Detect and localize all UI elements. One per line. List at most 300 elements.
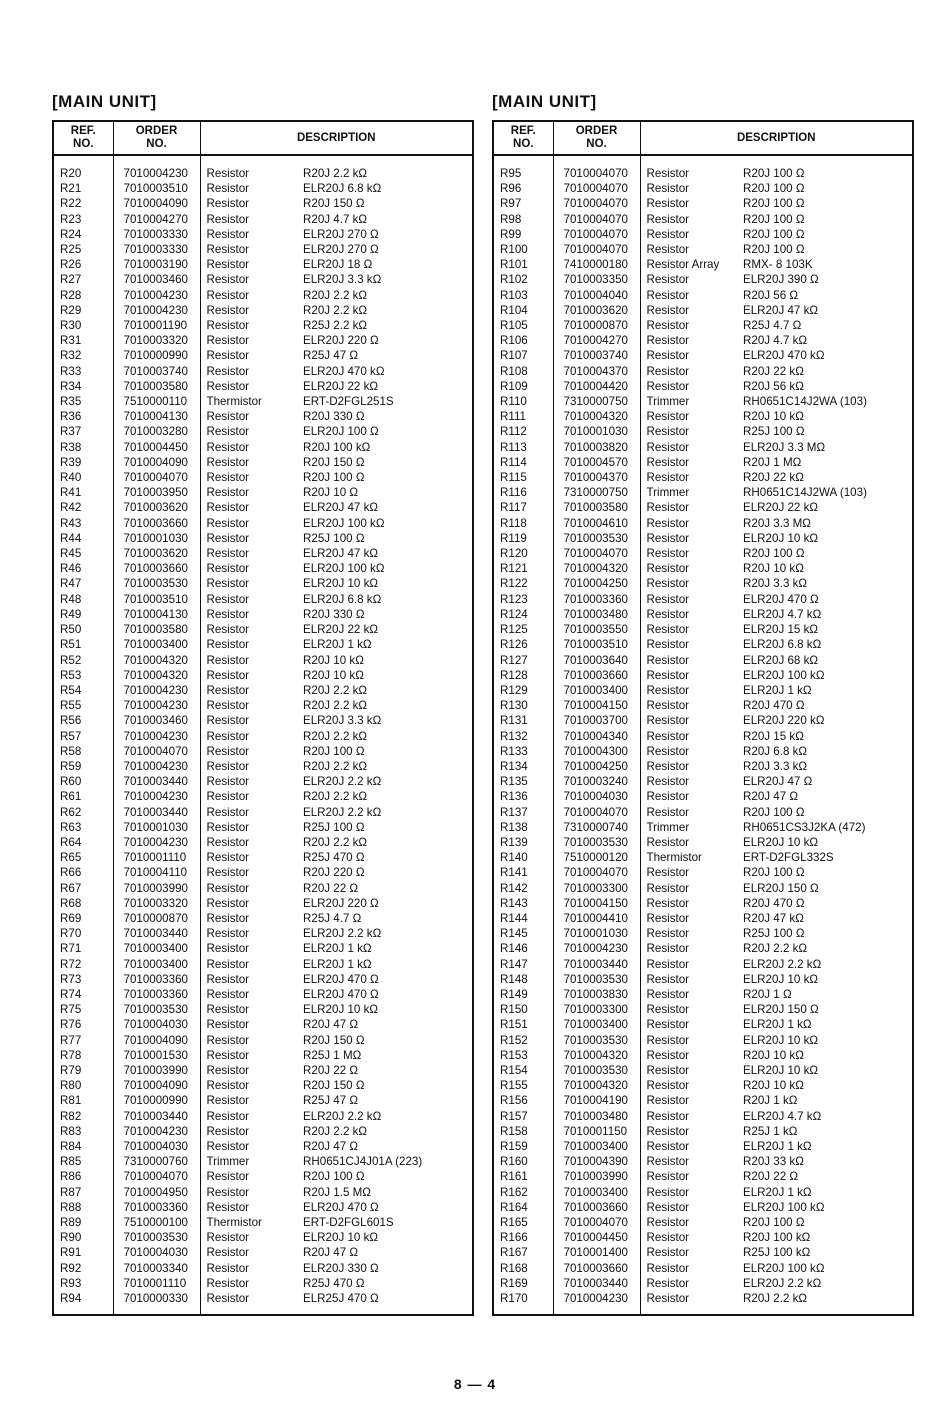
order-no: 7010004040 <box>553 288 640 303</box>
order-no: 7010004090 <box>113 1033 200 1048</box>
table-row <box>53 196 473 211</box>
table-row <box>493 333 913 348</box>
order-no: 7010004110 <box>113 865 200 880</box>
order-no: 7010001110 <box>113 850 200 865</box>
order-no: 7010003580 <box>113 379 200 394</box>
order-no: 7010003300 <box>553 1002 640 1017</box>
part-value: R20J 330 Ω <box>303 607 365 621</box>
order-no: 7010003360 <box>113 1200 200 1215</box>
ref-no: R34 <box>53 379 113 394</box>
ref-no: R91 <box>53 1245 113 1260</box>
parts-table <box>52 120 474 1316</box>
order-no: 7010004230 <box>553 941 640 956</box>
table-row <box>53 698 473 713</box>
order-no: 7010003440 <box>113 1109 200 1124</box>
table-row <box>493 1245 913 1260</box>
part-type: Resistor <box>646 1185 690 1199</box>
part-value: ELR20J 150 Ω <box>743 1003 819 1017</box>
part-type: Resistor <box>206 288 250 302</box>
part-value: R20J 3.3 MΩ <box>743 516 811 530</box>
ref-no: R120 <box>493 546 553 561</box>
order-no: 7010003400 <box>113 957 200 972</box>
ref-no: R106 <box>493 333 553 348</box>
order-no: 7010004030 <box>113 1245 200 1260</box>
table-row <box>493 485 913 500</box>
part-value: ELR20J 47 kΩ <box>303 547 379 561</box>
part-type: Resistor <box>646 349 690 363</box>
part-value: R20J 2.2 kΩ <box>303 699 368 713</box>
table-row <box>53 303 473 318</box>
part-type: Resistor <box>206 790 250 804</box>
order-no: 7010003460 <box>113 713 200 728</box>
ref-no: R33 <box>53 364 113 379</box>
part-type: Resistor <box>646 227 690 241</box>
order-no: 7010004070 <box>113 744 200 759</box>
part-type: Resistor <box>646 334 690 348</box>
ref-no: R152 <box>493 1033 553 1048</box>
order-no: 7010003340 <box>113 1261 200 1276</box>
ref-no: R54 <box>53 683 113 698</box>
ref-no: R90 <box>53 1230 113 1245</box>
part-type: Resistor <box>646 957 690 971</box>
table-row <box>493 1291 913 1315</box>
part-type: Resistor <box>206 334 250 348</box>
part-type: Resistor <box>646 1276 690 1290</box>
order-no: 7010003660 <box>113 561 200 576</box>
part-value: R20J 100 Ω <box>743 197 805 211</box>
part-value: R20J 2.2 kΩ <box>743 1292 808 1306</box>
ref-no: R97 <box>493 196 553 211</box>
table-row <box>493 957 913 972</box>
part-value: ELR20J 270 Ω <box>303 243 379 257</box>
part-value: ELR20J 47 kΩ <box>303 501 379 515</box>
order-no: 7010004070 <box>553 865 640 880</box>
table-row <box>53 333 473 348</box>
table-row <box>53 348 473 363</box>
ref-no: R119 <box>493 531 553 546</box>
table-row <box>53 257 473 272</box>
part-value: ELR25J 470 Ω <box>303 1292 379 1306</box>
ref-no: R74 <box>53 987 113 1002</box>
ref-no: R105 <box>493 318 553 333</box>
order-no: 7010004090 <box>113 455 200 470</box>
ref-no: R154 <box>493 1063 553 1078</box>
table-row <box>493 181 913 196</box>
order-no: 7010003400 <box>113 637 200 652</box>
ref-no: R43 <box>53 516 113 531</box>
order-no: 7010003360 <box>553 592 640 607</box>
part-value: ELR20J 15 kΩ <box>743 623 819 637</box>
table-row <box>493 227 913 242</box>
table-row <box>493 1063 913 1078</box>
order-no: 7010003740 <box>113 364 200 379</box>
table-row <box>493 926 913 941</box>
order-no: 7010003400 <box>553 1185 640 1200</box>
order-no: 7010001030 <box>113 820 200 835</box>
ref-no: R165 <box>493 1215 553 1230</box>
ref-no: R77 <box>53 1033 113 1048</box>
order-no: 7010004230 <box>113 789 200 804</box>
part-type: Resistor <box>646 1033 690 1047</box>
part-type: Resistor <box>206 1185 250 1199</box>
table-row <box>53 1261 473 1276</box>
part-type: Resistor <box>646 501 690 515</box>
order-no: 7010004610 <box>553 516 640 531</box>
part-type: Resistor <box>646 683 690 697</box>
order-no: 7010000990 <box>113 1093 200 1108</box>
part-type: Resistor <box>206 820 250 834</box>
part-type: Resistor <box>646 623 690 637</box>
table-row <box>53 911 473 926</box>
part-value: R20J 2.2 kΩ <box>303 167 368 180</box>
part-type: Resistor <box>206 957 250 971</box>
part-value: R20J 2.2 kΩ <box>303 790 368 804</box>
order-no: 7010004320 <box>113 668 200 683</box>
part-type: Resistor <box>646 1292 690 1306</box>
part-type: Resistor <box>646 866 690 880</box>
part-type: Resistor <box>206 1276 250 1290</box>
ref-no: R129 <box>493 683 553 698</box>
order-no: 7010003530 <box>113 1002 200 1017</box>
ref-no: R145 <box>493 926 553 941</box>
part-type: Resistor <box>206 516 250 530</box>
table-row <box>53 759 473 774</box>
part-value: R20J 10 kΩ <box>303 668 364 682</box>
part-type: Resistor <box>646 881 690 895</box>
part-value: ELR20J 10 kΩ <box>303 1003 379 1017</box>
table-row <box>53 1002 473 1017</box>
order-no: 7010001030 <box>553 424 640 439</box>
table-row <box>493 759 913 774</box>
ref-no: R108 <box>493 364 553 379</box>
order-no: 7010003330 <box>113 227 200 242</box>
ref-no: R22 <box>53 196 113 211</box>
table-row <box>53 805 473 820</box>
header-description: DESCRIPTION <box>640 121 913 155</box>
part-type: Resistor <box>206 1094 250 1108</box>
table-row <box>53 1048 473 1063</box>
table-row <box>493 1109 913 1124</box>
table-row <box>493 744 913 759</box>
ref-no: R65 <box>53 850 113 865</box>
ref-no: R94 <box>53 1291 113 1315</box>
order-no: 7010004370 <box>553 364 640 379</box>
table-row <box>493 622 913 637</box>
order-no: 7010001530 <box>113 1048 200 1063</box>
table-row <box>53 212 473 227</box>
part-value: ERT-D2FGL332S <box>743 851 834 865</box>
part-value: R20J 100 kΩ <box>743 1231 811 1245</box>
part-type: Resistor <box>206 896 250 910</box>
ref-no: R55 <box>53 698 113 713</box>
part-value: ELR20J 22 kΩ <box>743 501 819 515</box>
part-type: Resistor <box>646 1124 690 1138</box>
part-type: Resistor <box>206 638 250 652</box>
part-type: Resistor <box>206 759 250 773</box>
part-type: Resistor <box>206 227 250 241</box>
table-row <box>493 394 913 409</box>
order-no: 7010001030 <box>553 926 640 941</box>
part-value: ELR20J 2.2 kΩ <box>303 775 382 789</box>
part-type: Resistor <box>206 1200 250 1214</box>
part-type: Resistor <box>206 1048 250 1062</box>
table-row <box>53 272 473 287</box>
part-type: Resistor <box>206 1124 250 1138</box>
part-value: R20J 56 kΩ <box>743 379 804 393</box>
order-no: 7010004370 <box>553 470 640 485</box>
order-no: 7010004320 <box>553 1048 640 1063</box>
table-row <box>493 729 913 744</box>
order-no: 7310000750 <box>553 485 640 500</box>
ref-no: R134 <box>493 759 553 774</box>
order-no: 7010003580 <box>553 500 640 515</box>
order-no: 7010004230 <box>113 155 200 181</box>
part-type: Resistor <box>646 425 690 439</box>
part-value: ELR20J 6.8 kΩ <box>303 182 382 196</box>
part-type: Resistor <box>206 866 250 880</box>
order-no: 7010003360 <box>113 972 200 987</box>
order-no: 7010003360 <box>113 987 200 1002</box>
table-row <box>53 1169 473 1184</box>
order-no: 7310000750 <box>553 394 640 409</box>
part-value: ELR20J 22 kΩ <box>303 379 379 393</box>
part-type: Resistor <box>646 1079 690 1093</box>
table-body <box>493 155 913 1315</box>
table-row <box>53 622 473 637</box>
part-value: R20J 100 Ω <box>743 547 805 561</box>
part-value: R25J 4.7 Ω <box>303 911 362 925</box>
ref-no: R23 <box>53 212 113 227</box>
part-type: Resistor <box>206 1170 250 1184</box>
ref-no: R138 <box>493 820 553 835</box>
order-no: 7010004190 <box>553 1093 640 1108</box>
order-no: 7010000870 <box>553 318 640 333</box>
part-type: Resistor <box>646 273 690 287</box>
part-value: ELR20J 4.7 kΩ <box>743 1109 822 1123</box>
part-type: Resistor <box>646 1109 690 1123</box>
ref-no: R149 <box>493 987 553 1002</box>
ref-no: R89 <box>53 1215 113 1230</box>
table-row <box>493 1078 913 1093</box>
ref-no: R139 <box>493 835 553 850</box>
part-value: R20J 2.2 kΩ <box>303 683 368 697</box>
order-no: 7010004070 <box>553 155 640 181</box>
part-type: Resistor <box>206 775 250 789</box>
ref-no: R46 <box>53 561 113 576</box>
ref-no: R51 <box>53 637 113 652</box>
ref-no: R103 <box>493 288 553 303</box>
table-row <box>53 713 473 728</box>
order-no: 7010003510 <box>113 181 200 196</box>
part-type: Resistor <box>646 243 690 257</box>
header-order-no: ORDER NO. <box>113 121 200 155</box>
part-value: R20J 100 Ω <box>743 243 805 257</box>
ref-no: R162 <box>493 1185 553 1200</box>
order-no: 7010000870 <box>113 911 200 926</box>
table-row <box>493 257 913 272</box>
order-no: 7010004150 <box>553 698 640 713</box>
part-type: Resistor <box>206 319 250 333</box>
order-no: 7010003330 <box>113 242 200 257</box>
table-row <box>53 744 473 759</box>
table-row <box>493 1093 913 1108</box>
table-row <box>493 516 913 531</box>
part-value: R20J 470 Ω <box>743 699 805 713</box>
part-value: ELR20J 1 kΩ <box>303 638 372 652</box>
part-value: ELR20J 3.3 kΩ <box>303 714 382 728</box>
order-no: 7010003440 <box>113 774 200 789</box>
part-value: ELR20J 470 Ω <box>743 592 819 606</box>
table-row <box>53 1185 473 1200</box>
ref-no: R168 <box>493 1261 553 1276</box>
part-type: Resistor <box>646 562 690 576</box>
part-type: Resistor <box>206 1079 250 1093</box>
part-type: Resistor <box>206 303 250 317</box>
part-type: Resistor <box>646 197 690 211</box>
order-no: 7010004950 <box>113 1185 200 1200</box>
table-row <box>493 972 913 987</box>
header-order-no: ORDER NO. <box>553 121 640 155</box>
order-no: 7010003510 <box>553 637 640 652</box>
part-type: Resistor <box>646 288 690 302</box>
ref-no: R122 <box>493 576 553 591</box>
part-value: ELR20J 1 kΩ <box>743 1185 812 1199</box>
part-value: ELR20J 68 kΩ <box>743 653 819 667</box>
order-no: 7010004030 <box>553 789 640 804</box>
part-value: R20J 22 Ω <box>303 1063 359 1077</box>
part-type: Resistor <box>646 319 690 333</box>
section-title: [MAIN UNIT] <box>492 92 597 111</box>
table-row <box>53 288 473 303</box>
part-value: ELR20J 18 Ω <box>303 258 373 272</box>
table-row <box>493 789 913 804</box>
table-row <box>53 470 473 485</box>
part-value: R20J 100 Ω <box>303 1170 365 1184</box>
table-row <box>53 637 473 652</box>
part-type: Resistor Array <box>646 258 720 272</box>
part-type: Resistor <box>206 410 250 424</box>
ref-no: R39 <box>53 455 113 470</box>
ref-no: R112 <box>493 424 553 439</box>
order-no: 7010004230 <box>113 835 200 850</box>
part-type: Resistor <box>646 699 690 713</box>
part-type: Resistor <box>206 440 250 454</box>
order-no: 7010003740 <box>553 348 640 363</box>
order-no: 7010003350 <box>553 272 640 287</box>
ref-no: R57 <box>53 729 113 744</box>
table-row <box>53 1230 473 1245</box>
table-row <box>53 865 473 880</box>
part-type: Resistor <box>206 258 250 272</box>
ref-no: R70 <box>53 926 113 941</box>
order-no: 7010004150 <box>553 896 640 911</box>
part-type: Resistor <box>646 455 690 469</box>
table-row <box>493 424 913 439</box>
part-type: Resistor <box>646 729 690 743</box>
part-type: Resistor <box>206 607 250 621</box>
part-type: Resistor <box>206 1140 250 1153</box>
part-type: Resistor <box>646 972 690 986</box>
part-type: Resistor <box>206 182 250 196</box>
part-type: Resistor <box>206 501 250 515</box>
order-no: 7010003280 <box>113 424 200 439</box>
table-row <box>53 318 473 333</box>
part-value: ELR20J 10 kΩ <box>743 531 819 545</box>
ref-no: R73 <box>53 972 113 987</box>
part-type: Resistor <box>646 790 690 804</box>
table-row <box>493 1154 913 1169</box>
table-row <box>53 546 473 561</box>
part-value: R20J 2.2 kΩ <box>303 759 368 773</box>
ref-no: R137 <box>493 805 553 820</box>
order-no: 7310000740 <box>553 820 640 835</box>
order-no: 7010003400 <box>553 1017 640 1032</box>
table-row <box>493 1230 913 1245</box>
table-row <box>53 926 473 941</box>
part-type: Resistor <box>206 212 250 226</box>
order-no: 7010003820 <box>553 440 640 455</box>
ref-no: R110 <box>493 394 553 409</box>
table-row <box>53 1139 473 1154</box>
part-type: Resistor <box>206 197 250 211</box>
order-no: 7010003480 <box>553 1109 640 1124</box>
order-no: 7010001110 <box>113 1276 200 1291</box>
ref-no: R67 <box>53 881 113 896</box>
table-row <box>53 364 473 379</box>
ref-no: R133 <box>493 744 553 759</box>
table-row <box>493 242 913 257</box>
part-type: Resistor <box>206 927 250 941</box>
part-type: Resistor <box>206 243 250 257</box>
ref-no: R114 <box>493 455 553 470</box>
ref-no: R161 <box>493 1169 553 1184</box>
table-row <box>493 1215 913 1230</box>
ref-no: R62 <box>53 805 113 820</box>
table-row <box>493 1124 913 1139</box>
part-value: R20J 47 Ω <box>303 1140 359 1153</box>
part-type: Resistor <box>206 471 250 485</box>
part-value: R20J 10 kΩ <box>743 1048 804 1062</box>
order-no: 7010004450 <box>553 1230 640 1245</box>
part-type: Resistor <box>206 531 250 545</box>
part-value: R20J 22 kΩ <box>743 364 804 378</box>
table-row <box>493 881 913 896</box>
table-row <box>53 485 473 500</box>
part-value: ELR20J 100 kΩ <box>743 1200 825 1214</box>
order-no: 7010003400 <box>553 1139 640 1154</box>
part-type: Resistor <box>206 668 250 682</box>
table-row <box>53 881 473 896</box>
part-value: ELR20J 3.3 kΩ <box>303 273 382 287</box>
part-type: Resistor <box>206 364 250 378</box>
part-value: R20J 22 kΩ <box>743 471 804 485</box>
ref-no: R31 <box>53 333 113 348</box>
table-row <box>493 1048 913 1063</box>
table-row <box>493 212 913 227</box>
ref-no: R82 <box>53 1109 113 1124</box>
order-no: 7010003580 <box>113 622 200 637</box>
part-type: Resistor <box>646 1231 690 1245</box>
ref-no: R76 <box>53 1017 113 1032</box>
order-no: 7010003440 <box>113 805 200 820</box>
ref-no: R98 <box>493 212 553 227</box>
part-value: ELR20J 47 kΩ <box>743 303 819 317</box>
part-type: Trimmer <box>646 395 690 409</box>
ref-no: R167 <box>493 1245 553 1260</box>
ref-no: R71 <box>53 941 113 956</box>
part-value: R20J 33 kΩ <box>743 1155 804 1169</box>
part-type: Resistor <box>646 835 690 849</box>
